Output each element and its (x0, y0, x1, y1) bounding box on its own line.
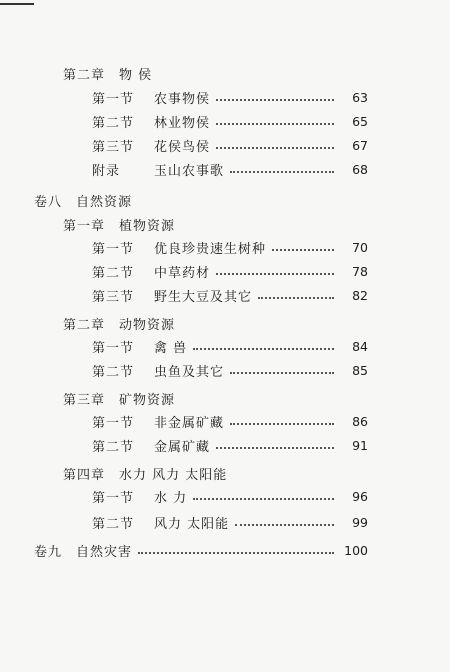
dot-leader (258, 297, 334, 299)
volume-label: 卷八 (34, 194, 63, 210)
chapter-title: 动物资源 (119, 317, 176, 333)
section-title: 非金属矿藏 (154, 415, 225, 431)
page-number: 99 (352, 514, 368, 530)
page-number: 63 (352, 89, 368, 105)
volume-title: 自然资源 (76, 194, 133, 210)
section-label: 第二节 (92, 364, 135, 380)
chapter-label: 第二章 (63, 67, 106, 83)
section-label: 第二节 (92, 516, 135, 532)
page-number: 86 (352, 413, 368, 429)
toc-chapter[interactable] (63, 463, 227, 483)
section-title: 野生大豆及其它 (154, 289, 253, 305)
toc-section[interactable] (92, 486, 368, 506)
toc-volume[interactable] (34, 540, 368, 560)
page-number: 67 (352, 137, 368, 153)
chapter-label: 第四章 (63, 467, 106, 483)
toc-section[interactable] (92, 512, 368, 532)
section-title: 优良珍贵速生树种 (154, 241, 267, 257)
dot-leader (193, 348, 334, 350)
toc-section[interactable] (92, 411, 368, 431)
dot-leader (235, 524, 334, 526)
section-label: 第一节 (92, 415, 135, 431)
section-title: 金属矿藏 (154, 439, 211, 455)
page-number: 70 (352, 239, 368, 255)
toc-section[interactable] (92, 87, 368, 107)
section-title: 虫鱼及其它 (154, 364, 225, 380)
dot-leader (230, 171, 334, 173)
section-title: 中草药材 (154, 265, 211, 281)
toc-section[interactable] (92, 435, 368, 455)
volume-label: 卷九 (34, 544, 63, 560)
chapter-label: 第三章 (63, 392, 106, 408)
section-label: 第三节 (92, 289, 135, 305)
page-number: 91 (352, 437, 368, 453)
page-number: 68 (352, 161, 368, 177)
page-edge-mark (0, 3, 34, 5)
toc-volume[interactable] (34, 190, 132, 210)
toc-section[interactable] (92, 285, 368, 305)
page-number: 78 (352, 263, 368, 279)
dot-leader (216, 99, 334, 101)
toc-section[interactable] (92, 360, 368, 380)
chapter-title: 物 侯 (119, 67, 153, 83)
section-label: 附录 (92, 163, 121, 179)
volume-title: 自然灾害 (76, 544, 133, 560)
section-title: 林业物侯 (154, 115, 211, 131)
page-number: 65 (352, 113, 368, 129)
section-label: 第一节 (92, 91, 135, 107)
chapter-title: 矿物资源 (119, 392, 176, 408)
page-number: 84 (352, 338, 368, 354)
page-number: 85 (352, 362, 368, 378)
page-number: 82 (352, 287, 368, 303)
chapter-title: 植物资源 (119, 218, 176, 234)
dot-leader (138, 552, 334, 554)
toc-section[interactable] (92, 159, 368, 179)
toc-chapter[interactable] (63, 63, 152, 83)
toc-section[interactable] (92, 336, 368, 356)
dot-leader (193, 498, 334, 500)
section-title: 农事物侯 (154, 91, 211, 107)
page-number: 100 (344, 542, 368, 558)
section-label: 第二节 (92, 265, 135, 281)
section-title: 风力 太阳能 (154, 516, 230, 532)
chapter-label: 第二章 (63, 317, 106, 333)
section-title: 玉山农事歌 (154, 163, 225, 179)
section-label: 第三节 (92, 139, 135, 155)
toc-section[interactable] (92, 111, 368, 131)
section-label: 第二节 (92, 115, 135, 131)
dot-leader (230, 372, 334, 374)
toc-chapter[interactable] (63, 214, 175, 234)
toc-section[interactable] (92, 237, 368, 257)
section-label: 第一节 (92, 340, 135, 356)
toc-section[interactable] (92, 261, 368, 281)
dot-leader (216, 123, 334, 125)
dot-leader (272, 249, 334, 251)
dot-leader (230, 423, 334, 425)
section-title: 禽 兽 (154, 340, 188, 356)
chapter-title: 水力 风力 太阳能 (119, 467, 228, 483)
dot-leader (216, 147, 334, 149)
chapter-label: 第一章 (63, 218, 106, 234)
section-label: 第二节 (92, 439, 135, 455)
toc-chapter[interactable] (63, 388, 175, 408)
dot-leader (216, 273, 334, 275)
dot-leader (216, 447, 334, 449)
section-title: 花侯鸟侯 (154, 139, 211, 155)
section-label: 第一节 (92, 241, 135, 257)
toc-chapter[interactable] (63, 313, 175, 333)
page-number: 96 (352, 488, 368, 504)
section-title: 水 力 (154, 490, 188, 506)
section-label: 第一节 (92, 490, 135, 506)
toc-section[interactable] (92, 135, 368, 155)
